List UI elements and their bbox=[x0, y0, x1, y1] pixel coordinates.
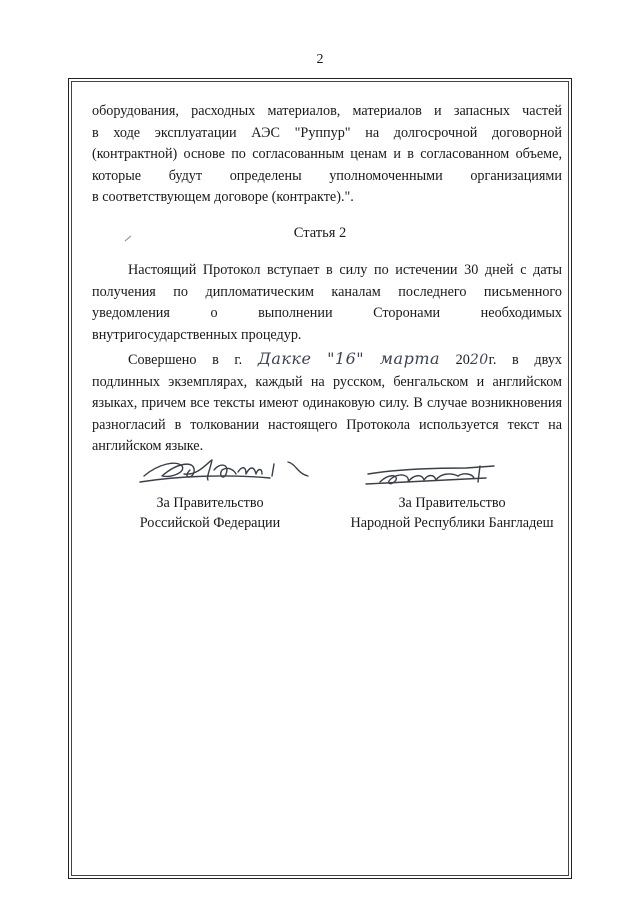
paragraph-line: в соответствующем договоре (контракте).". bbox=[92, 189, 354, 205]
open-quote: " bbox=[327, 349, 335, 368]
handwritten-city: Дакке bbox=[257, 349, 312, 368]
article-2-title: Статья 2 bbox=[293, 225, 347, 241]
year-group bbox=[456, 352, 562, 368]
paragraph-line: в ходе эксплуатации АЭС "Руппур" на долгосрочной договорной bbox=[92, 124, 562, 141]
page-number: 2 bbox=[316, 52, 324, 67]
signature-block-bangladesh bbox=[334, 493, 570, 533]
done-paragraph bbox=[92, 348, 562, 458]
paragraph-line: английском языке. bbox=[92, 438, 204, 454]
handwritten-year: 20 bbox=[469, 352, 489, 368]
year-suffix: г. в двух bbox=[488, 352, 563, 368]
close-quote: " bbox=[356, 349, 365, 368]
signatory-label: За Правительство bbox=[398, 495, 506, 511]
handwritten-month: марта bbox=[379, 349, 441, 368]
done-prefix: Совершено в г. bbox=[128, 352, 243, 368]
signatory-country: Народной Республики Бангладеш bbox=[350, 515, 554, 531]
paragraph-line: (контрактной) основе по согласованным ценам и в согласованном объеме, bbox=[92, 146, 562, 162]
signatory-label: За Правительство bbox=[156, 495, 264, 511]
paragraph-line: получения по дипломатическим каналам последнего письменного bbox=[92, 283, 562, 300]
paragraph-line: Настоящий Протокол вступает в силу по истечении 30 дней с даты bbox=[128, 262, 562, 278]
article2-paragraph bbox=[92, 260, 562, 346]
handwritten-day: 16 bbox=[334, 349, 357, 368]
paragraph-line: внутригосударственных процедур. bbox=[92, 326, 302, 343]
paragraph-line: разногласий в толковании настоящего Протокола используется текст на bbox=[92, 416, 562, 433]
article1-continuation bbox=[92, 101, 562, 209]
done-first-line bbox=[92, 348, 562, 372]
paragraph-line: языках, причем все тексты имеют одинаковую силу. В случае возникновения bbox=[92, 395, 562, 411]
signature-block-russia bbox=[110, 493, 310, 533]
paragraph-line: уведомления о выполнении Сторонами необходимых bbox=[92, 305, 562, 321]
year-printed: 20 bbox=[455, 352, 470, 368]
signature-bangladesh bbox=[362, 462, 502, 492]
paragraph-line: подлинных экземплярах, каждый на русском, бенгальском и английском bbox=[92, 373, 562, 390]
paragraph-line: которые будут определены уполномоченными организациями bbox=[92, 167, 562, 184]
signature-russia bbox=[138, 452, 318, 492]
paragraph-line: оборудования, расходных материалов, материалов и запасных частей bbox=[92, 103, 562, 119]
signatory-country: Российской Федерации bbox=[139, 515, 281, 531]
